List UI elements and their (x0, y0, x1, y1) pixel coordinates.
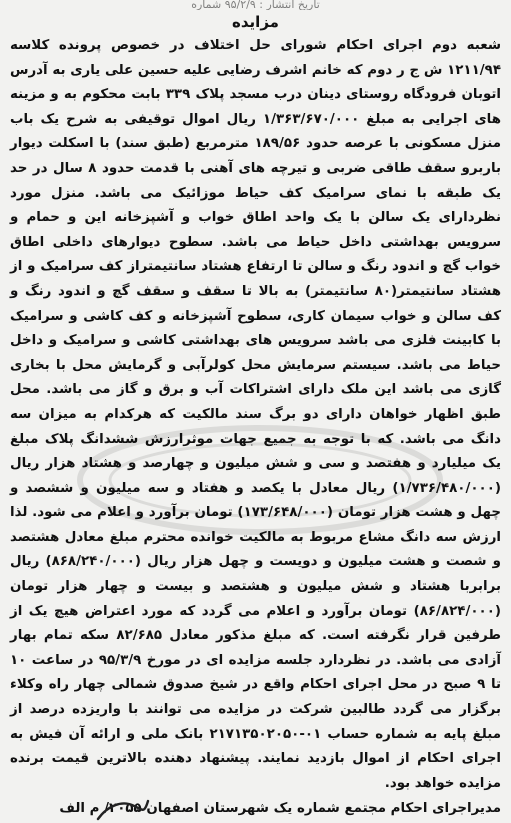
notice-signature: مدیراجرای احکام مجتمع شماره یک شهرستان اصفهان ۲۰۵۵/ م الف (59, 801, 501, 817)
scribble-mark-icon (92, 795, 152, 823)
notice-paragraph: شعبه دوم اجرای احکام شورای حل اختلاف در خصوص پرونده کلاسه ۱۲۱۱/۹۴ ش ج ر دوم که خانم اشرف رضایی علیه حسین علی یاری به آدرس اتوبان فرودگاه روستای دینان درب مسجد پلاک ۳۳۹ بابت محکوم به و مزینه های اجرایی به مبلغ ۱/۳۶۳/۶۷۰/۰۰۰ ریال اموال توقیفی به شرح یک باب منزل مسکونی با عرصه حدود ۱۸۹/۵۶ مترمربع (طبق سند) با اسکلت دیوار باربرو سقف طاقی ضربی و تیرچه های آهنی با قدمت حدود ۸ سال در حد یک طبقه با نمای سرامیک کف حیاط موزائیک می باشد. منزل مورد نظردارای یک سالن با یک واحد اطاق خواب و آشپزخانه این و حمام و سرویس بهداشتی داخل حیاط می باشد. سطوح دیوارهای داخلی اطاق خواب گچ و اندود رنگ و سالن تا ارتفاع هشتاد سانتیمتراز کف سرامیک و از هشتاد سانتیمتر(۸۰ سانتیمتر) به بالا تا سقف و سقف گچ و اندود رنگ و کف سالن و خواب سیمان کاری، سطوح آشپزخانه و کف کاشی و سرامیک با کابینت فلزی می باشد سرویس های بهداشتی کاشی و سرامیک و داخل حیاط می باشد. سیستم سرمایش محل کولرآبی و گرمایش محل با بخاری گازی می باشد این ملک دارای اشتراکات آب و برق و گاز می باشد. محل طبق اظهار خواهان دارای دو برگ سند مالکیت که هرکدام به میزان سه دانگ می باشد. که با توجه به جمیع جهات موثرارزش ششدانگ پلاک مبلغ یک میلیارد و هفتصد و سی و شش میلیون و چهارصد و هشتاد هزار ریال (۱/۷۳۶/۴۸۰/۰۰۰) ریال معادل با یکصد و هفتاد و سه میلیون و ششصد و چهل و هشت هزار تومان (۱۷۳/۶۴۸/۰۰۰) تومان برآورد و اعلام می شود. لذا ارزش سه دانگ مشاع مربوط به مالکیت خوانده محترم مبلغ معادل هشتصد و شصت و هشت میلیون و دویست و چهل هزار ریال (۸۶۸/۲۴۰/۰۰۰) ریال برابربا هشتاد و شش میلیون و هشتصد و بیست و چهار هزار تومان (۸۶/۸۲۴/۰۰۰) تومان برآورد و اعلام می گردد که مورد اعتراض هیچ یک از طرفین قرار نگرفته است. که مبلغ مذکور معادل ۸۲/۶۸۵ سکه تمام بهار آزادی می باشد. در نظردارد جلسه مزایده ای در مورخ ۹۵/۳/۹ در ساعت ۱۰ تا ۹ صبح در محل اجرای احکام واقع در شیخ صدوق شمالی چهار راه وکلاء برگزار می گردد طالبین شرکت در مزایده می توانند با واریزده درصد از مبلغ پایه به شماره حساب ۰۱-۲۱۷۱۳۵۰۲۰۵۰ بانک ملی و ارائه آن فیش به اجرای احکام از اموال بازدید نمایند. پیشنهاد دهنده بالاترین قیمت برنده مزایده خواهد بود. (10, 38, 502, 791)
notice-title: مزایده (232, 13, 279, 31)
cut-header-strip: تاریخ انتشار : ۹۵/۲/۹ شماره (191, 0, 320, 10)
notice-body (10, 34, 501, 796)
